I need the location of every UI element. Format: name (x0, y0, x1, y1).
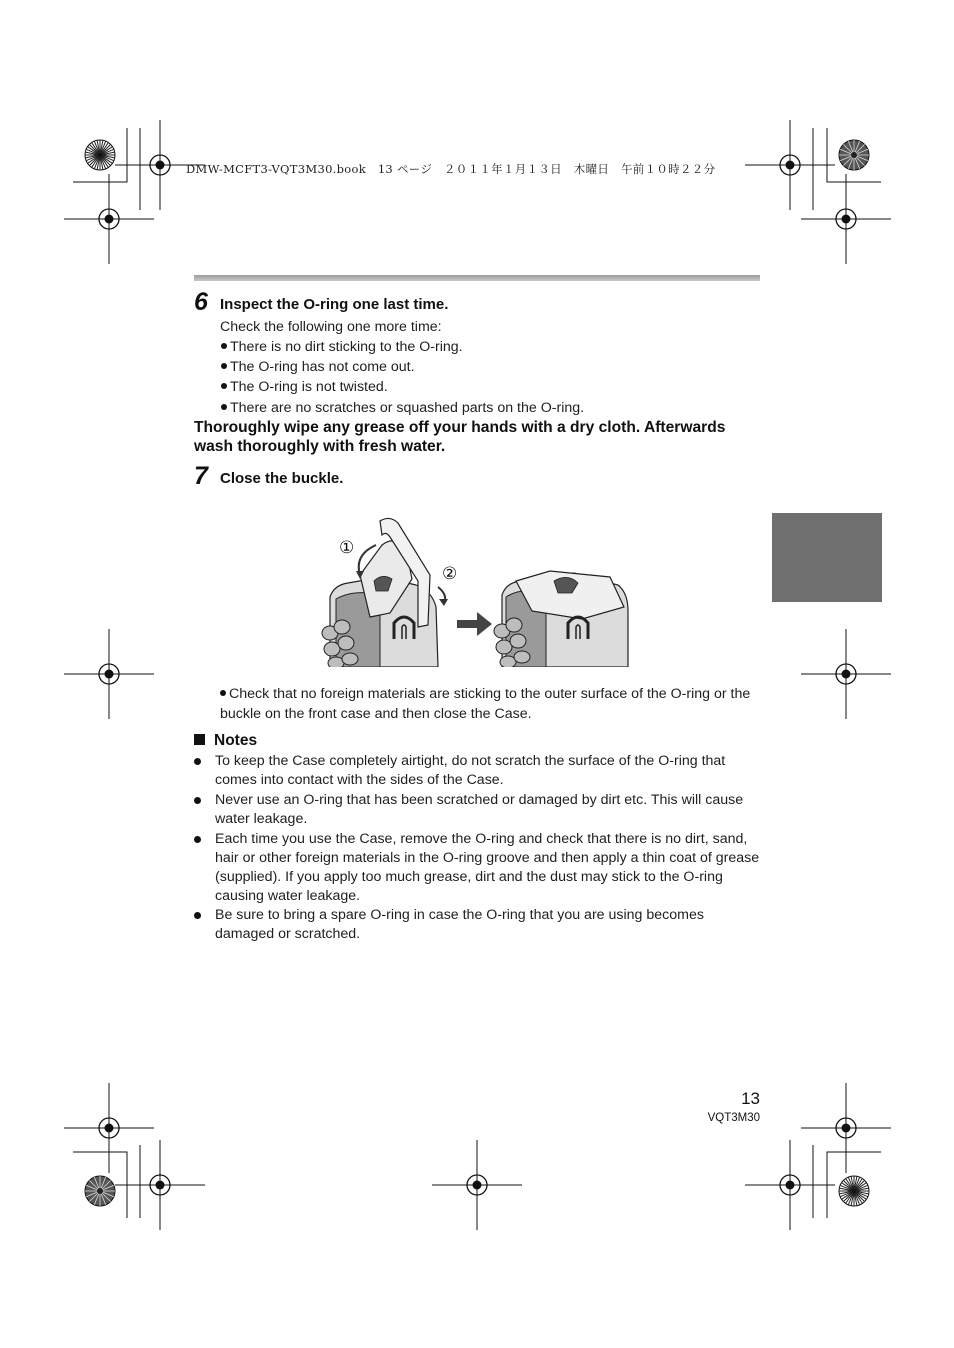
bullet-icon (194, 758, 201, 765)
grease-warning: Thoroughly wipe any grease off your hands with a dry cloth. Afterwards wash thoroughly with fresh water. (194, 419, 726, 455)
bullet-icon (220, 690, 226, 696)
note-text: Never use an O-ring that has been scratched or damaged by dirt etc. This will cause water leakage. (215, 792, 744, 827)
note-text: To keep the Case completely airtight, do not scratch the surface of the O-ring that comes into contact with the sides of the Case. (215, 753, 726, 788)
check-item (221, 338, 463, 357)
bullet-icon (194, 836, 201, 843)
model-code: VQT3M30 (707, 1112, 760, 1124)
print-header: DMW-MCFT3-VQT3M30.book 13 ページ ２０１１年１月１３日 木曜日 午前１０時２２分 (186, 162, 716, 176)
bullet-icon (221, 343, 227, 349)
step-6-title: Inspect the O-ring one last time. (220, 296, 449, 313)
check-item (221, 358, 415, 377)
note-text: Be sure to bring a spare O-ring in case the O-ring that you are using becomes damaged or scratched. (215, 907, 704, 942)
step-6-number: 6 (194, 288, 208, 316)
step-7-number: 7 (194, 462, 208, 490)
page-number: 13 (741, 1089, 760, 1108)
callout-2: ② (442, 564, 458, 584)
bullet-icon (194, 912, 201, 919)
check-note (220, 684, 765, 724)
bullet-icon (221, 383, 227, 389)
note-item (194, 830, 764, 906)
right-arrow-icon (457, 612, 492, 636)
notes-heading-text: Notes (214, 732, 258, 749)
check-item-text: There is no dirt sticking to the O-ring. (230, 339, 463, 355)
note-text: Each time you use the Case, remove the O-ring and check that there is no dirt, sand, hair or other foreign materials in the O-ring groove and then apply a thin coat of grease (supplied). If you apply too much grease, dirt and the dust may stick to the O-ring causing water leakage. (215, 831, 760, 904)
check-item-text: The O-ring is not twisted. (230, 379, 388, 395)
case-closed-drawing (494, 571, 628, 667)
check-note-text: Check that no foreign materials are sticking to the outer surface of the O-ring or the buckle on the front case and then close the Case. (220, 686, 751, 722)
note-item (194, 752, 764, 790)
check-item-text: The O-ring has not come out. (230, 359, 415, 375)
step-6-intro: Check the following one more time: (220, 319, 442, 335)
bullet-icon (221, 404, 227, 410)
check-item-text: There are no scratches or squashed parts on the O-ring. (230, 400, 585, 416)
bullet-icon (194, 797, 201, 804)
notes-heading (194, 731, 257, 750)
callout-1: ① (339, 538, 355, 558)
check-item (221, 378, 388, 397)
side-tab (772, 513, 882, 602)
note-item (194, 906, 764, 944)
note-item (194, 791, 764, 829)
buckle-illustration (320, 515, 640, 667)
bullet-icon (221, 363, 227, 369)
square-bullet-icon (194, 734, 205, 745)
step-7-title: Close the buckle. (220, 470, 344, 487)
check-item (221, 399, 584, 418)
top-rule (194, 275, 760, 281)
